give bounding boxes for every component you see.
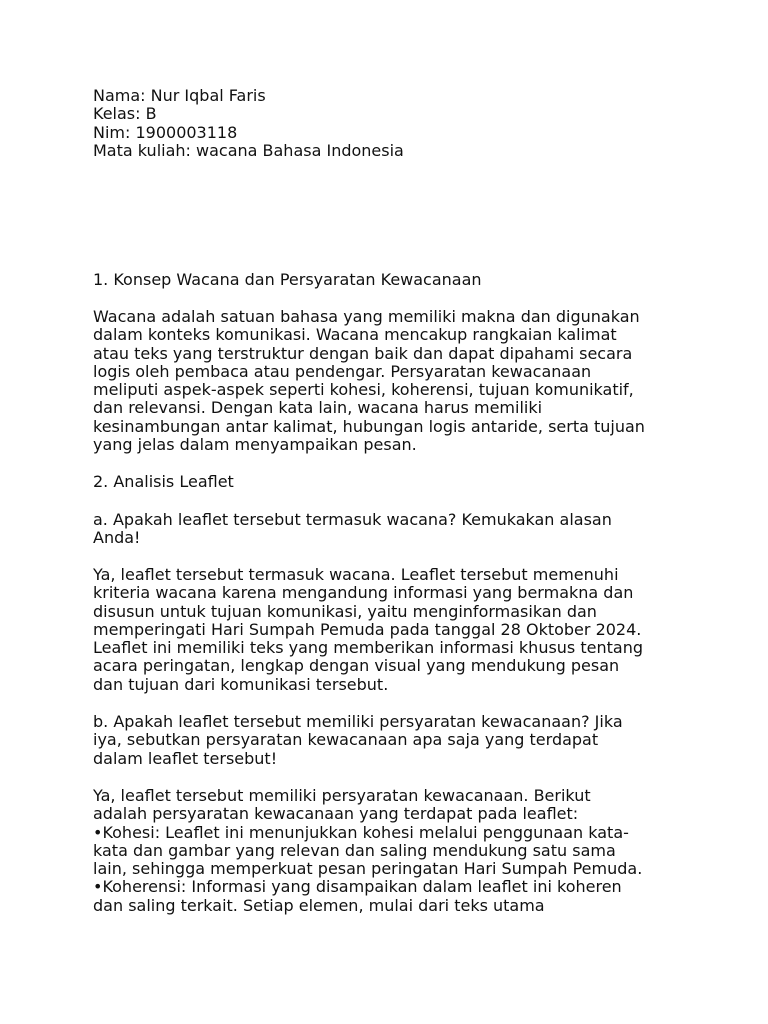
course-name: Mata kuliah: wacana Bahasa Indonesia (93, 140, 404, 160)
question-b (93, 713, 693, 768)
paragraph-line: dan relevansi. Dengan kata lain, wacana harus memiliki (93, 398, 543, 418)
paragraph-line: iya, sebutkan persyaratan kewacanaan apa saja yang terdapat (93, 730, 599, 750)
answer-b (93, 787, 693, 915)
student-info (93, 87, 693, 160)
paragraph-line: Wacana adalah satuan bahasa yang memiliki makna dan digunakan (93, 307, 640, 326)
section2-heading (93, 473, 693, 491)
paragraph-line: disusun untuk tujuan komunikasi, yaitu menginformasikan dan (93, 601, 597, 621)
bullet-line: •Kohesi: Leaflet ini menunjukkan kohesi melalui penggunaan kata- (93, 822, 629, 842)
student-class: Kelas: B (93, 104, 157, 124)
paragraph-line: dan tujuan dari komunikasi tersebut. (93, 674, 389, 694)
paragraph-line: dan saling terkait. Setiap elemen, mulai dari teks utama (93, 895, 545, 915)
paragraph-line: yang jelas dalam menyampaikan pesan. (93, 435, 417, 455)
paragraph-line: dalam leaflet tersebut! (93, 748, 278, 768)
section1-heading (93, 271, 693, 289)
paragraph-line: kesinambungan antar kalimat, hubungan logis antaride, serta tujuan (93, 416, 645, 436)
paragraph-line: logis oleh pembaca atau pendengar. Persyaratan kewacanaan (93, 361, 592, 381)
section1-paragraph (93, 308, 693, 454)
paragraph-line: acara peringatan, lengkap dengan visual yang mendukung pesan (93, 656, 620, 676)
bullet-line: •Koherensi: Informasi yang disampaikan dalam leaflet ini koheren (93, 877, 622, 897)
paragraph-line: Anda! (93, 528, 141, 548)
paragraph-line: a. Apakah leaflet tersebut termasuk wacana? Kemukakan alasan (93, 510, 612, 529)
paragraph-line: lain, sehingga memperkuat pesan peringatan Hari Sumpah Pemuda. (93, 859, 643, 879)
paragraph-line: Ya, leaflet tersebut memiliki persyaratan kewacanaan. Berikut (93, 786, 591, 805)
paragraph-line: dalam konteks komunikasi. Wacana mencakup rangkaian kalimat (93, 325, 617, 345)
paragraph-line: adalah persyaratan kewacanaan yang terdapat pada leaflet: (93, 804, 579, 824)
paragraph-line: Leaflet ini memiliki teks yang memberikan informasi khusus tentang (93, 638, 643, 658)
paragraph-line: kriteria wacana karena mengandung informasi yang bermakna dan (93, 583, 634, 603)
answer-a (93, 566, 693, 694)
paragraph-line: b. Apakah leaflet tersebut memiliki persyaratan kewacanaan? Jika (93, 712, 623, 731)
paragraph-line: meliputi aspek-aspek seperti kohesi, koherensi, tujuan komunikatif, (93, 380, 634, 400)
section1-heading-text: 1. Konsep Wacana dan Persyaratan Kewacanaan (93, 270, 482, 289)
paragraph-line: Ya, leaflet tersebut termasuk wacana. Leaflet tersebut memenuhi (93, 565, 619, 584)
paragraph-line: memperingati Hari Sumpah Pemuda pada tanggal 28 Oktober 2024. (93, 619, 642, 639)
paragraph-line: kata dan gambar yang relevan dan saling mendukung satu sama (93, 840, 616, 860)
paragraph-line: atau teks yang terstruktur dengan baik dan dapat dipahami secara (93, 343, 633, 363)
section2-heading-text: 2. Analisis Leaflet (93, 472, 234, 491)
question-a (93, 511, 693, 548)
student-nim: Nim: 1900003118 (93, 122, 238, 142)
student-name: Nama: Nur Iqbal Faris (93, 86, 266, 105)
